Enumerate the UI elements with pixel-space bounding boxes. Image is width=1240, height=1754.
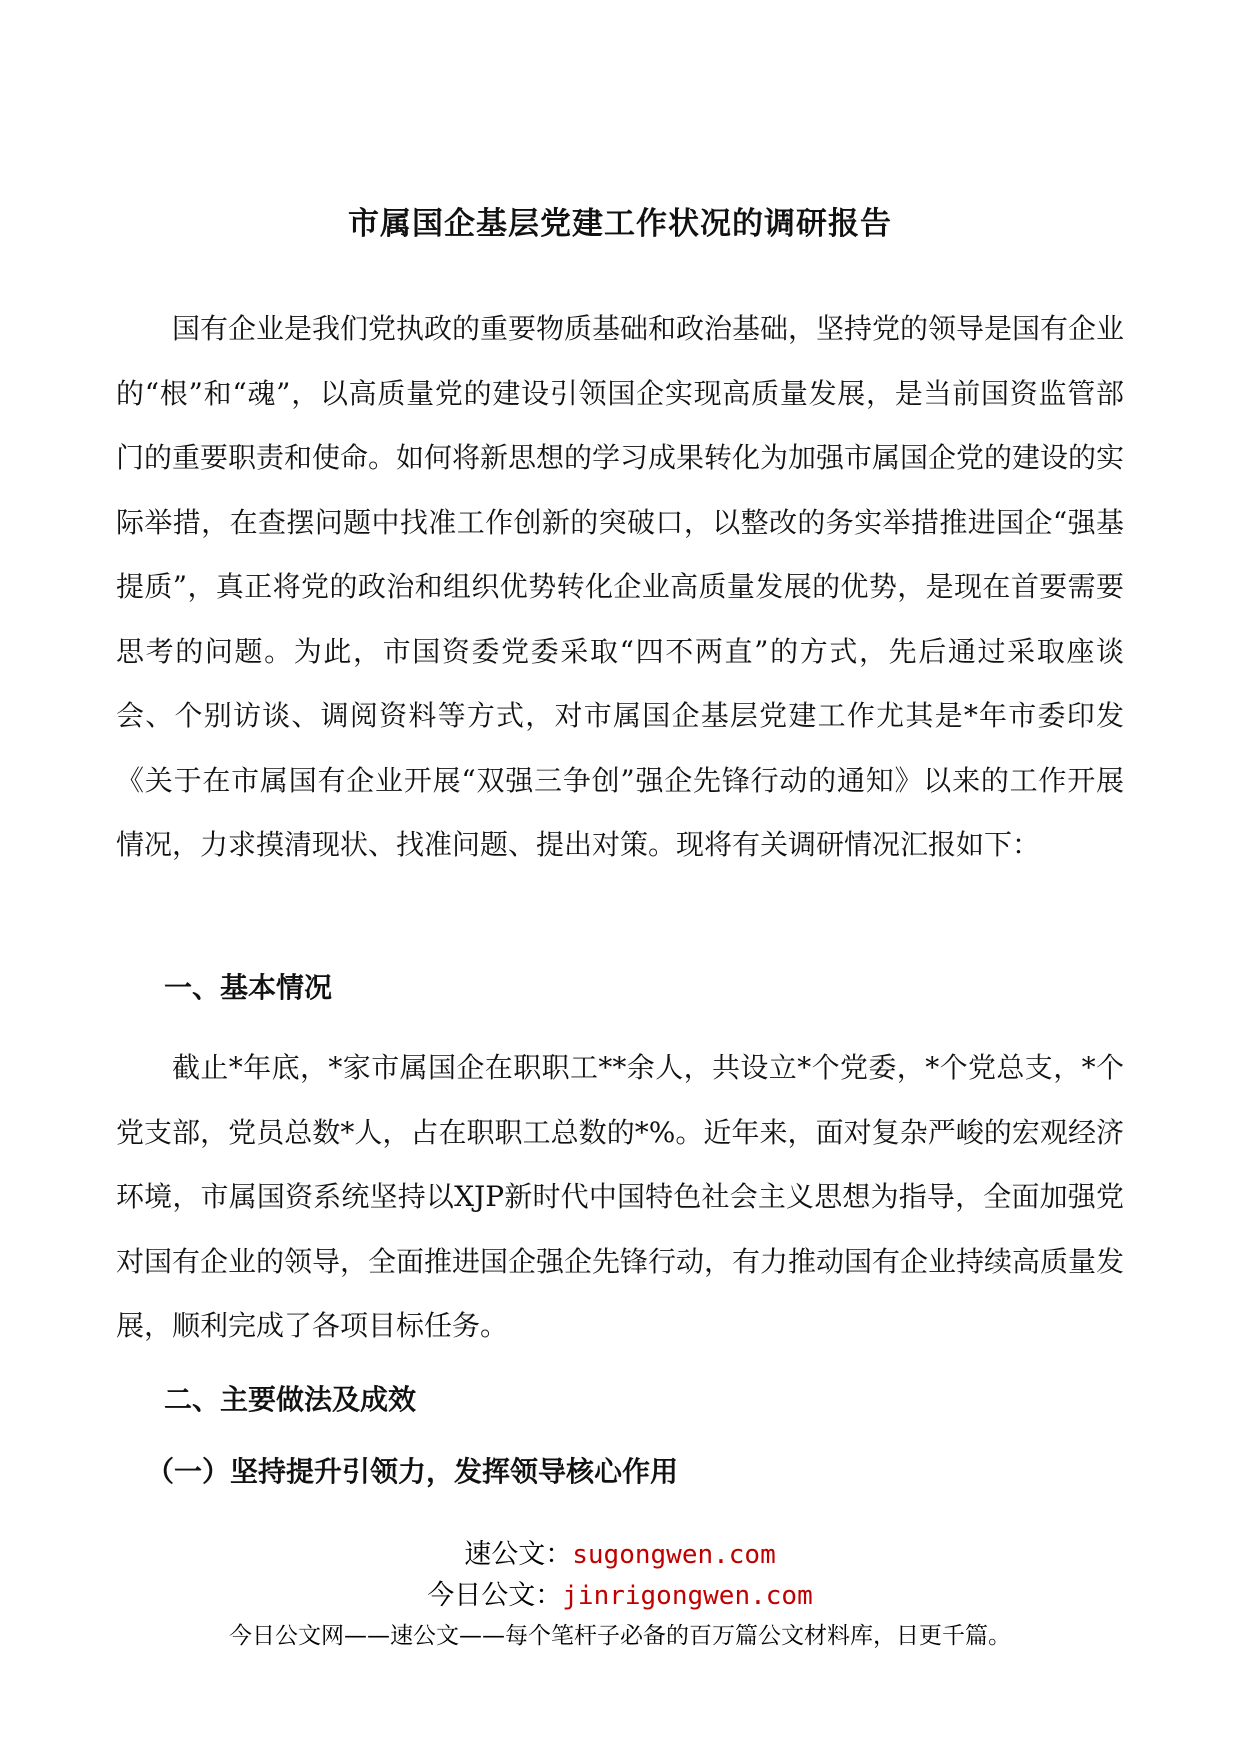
footer-label-jinrigongwen: 今日公文： <box>427 1580 563 1611</box>
intro-paragraph: 国有企业是我们党执政的重要物质基础和政治基础，坚持党的领导是国有企业的“根”和“魂”，以高质量党的建设引领国企实现高质量发展，是当前国资监管部门的重要职责和使命。如何将新思想的学习成果转化为加强市属国企党的建设的实际举措，在查摆问题中找准工作创新的突破口，以整改的务实举措推进国企“强基提质”，真正将党的政治和组织优势转化企业高质量发展的优势，是现在首要需要思考的问题。为此，市国资委党委采取“四不两直”的方式，先后通过采取座谈会、个别访谈、调阅资料等方式，对市属国企基层党建工作尤其是*年市委印发《关于在市属国有企业开展“双强三争创”强企先锋行动的通知》以来的工作开展情况，力求摸清现状、找准问题、提出对策。现将有关调研情况汇报如下： <box>116 312 1125 861</box>
basic-situation-paragraph: 截止*年底，*家市属国企在职职工**余人，共设立*个党委，*个党总支，*个党支部，党员总数*人，占在职职工总数的*%。近年来，面对复杂严峻的宏观经济环境，市属国资系统坚持以XJP新时代中国特色社会主义思想为指导，全面加强党对国有企业的领导，全面推进国企强企先锋行动，有力推动国有企业持续高质量发展，顺利完成了各项目标任务。 <box>116 1051 1125 1342</box>
page-title: 市属国企基层党建工作状况的调研报告 <box>348 206 892 242</box>
footer-tagline: 今日公文网——速公文——每个笔杆子必备的百万篇公文材料库，日更千篇。 <box>229 1623 1011 1649</box>
footer-link-sugongwen[interactable]: sugongwen.com <box>572 1540 776 1570</box>
footer-line-sugongwen <box>0 1532 1240 1571</box>
section-heading-main-practices: 二、主要做法及成效 <box>164 1383 417 1416</box>
subsection-heading-leadership: （一）坚持提升引领力，发挥领导核心作用 <box>146 1455 679 1488</box>
footer-label-sugongwen: 速公文： <box>464 1539 573 1570</box>
footer-line-jinrigongwen <box>0 1573 1240 1612</box>
section-heading-basic-situation: 一、基本情况 <box>164 971 333 1004</box>
footer-link-jinrigongwen[interactable]: jinrigongwen.com <box>562 1581 813 1611</box>
